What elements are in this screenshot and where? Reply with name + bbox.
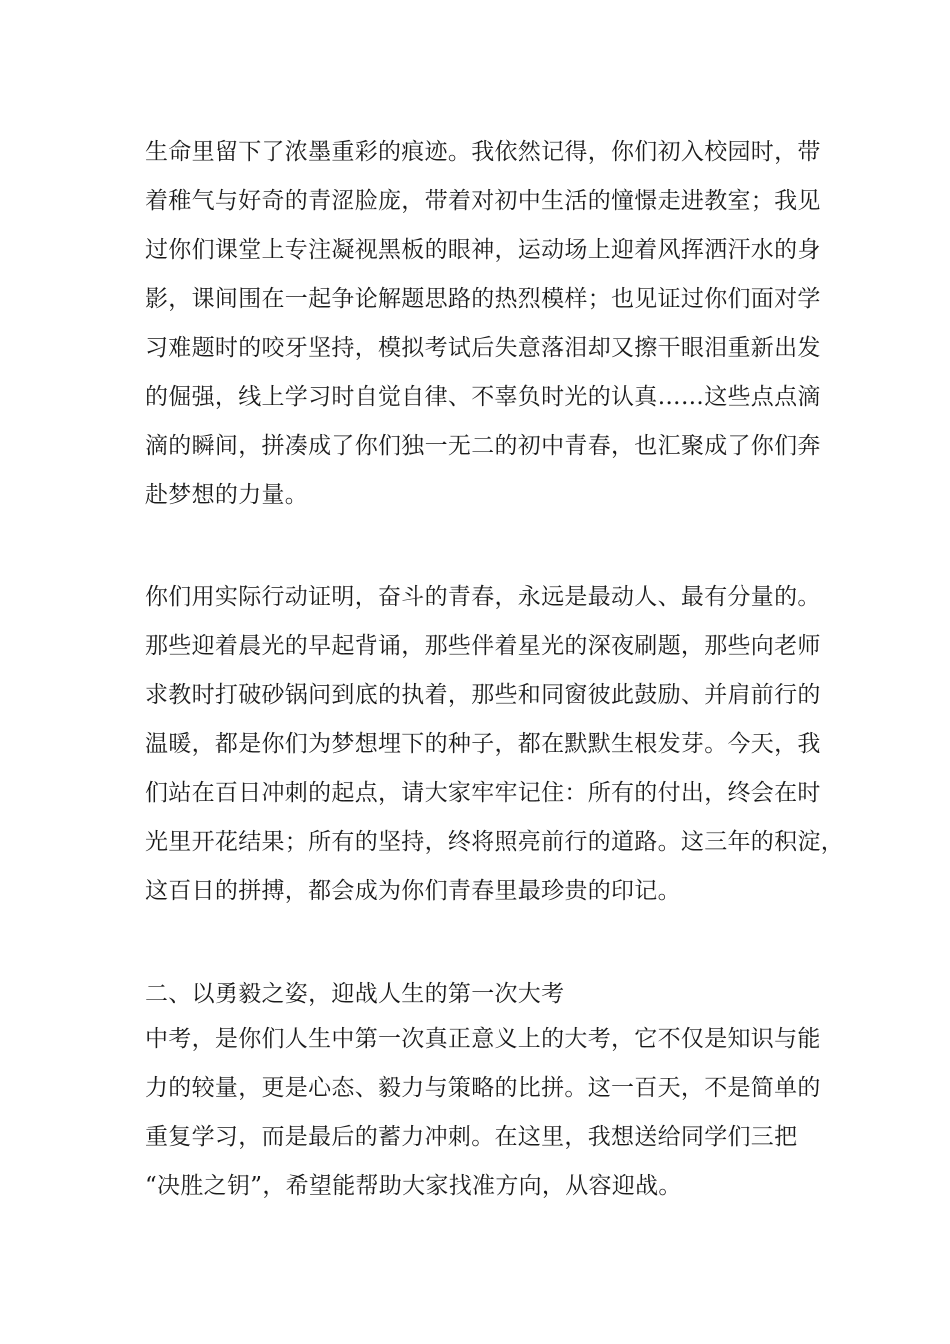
- paragraph-line: 中考，是你们人生中第一次真正意义上的大考，它不仅是知识与能: [145, 1026, 821, 1052]
- paragraph-line: 滴的瞬间，拼凑成了你们独一无二的初中青春，也汇聚成了你们奔: [145, 433, 821, 459]
- paragraph-line: 着稚气与好奇的青涩脸庞，带着对初中生活的憧憬走进教室；我见: [145, 188, 821, 214]
- paragraph-line: 过你们课堂上专注凝视黑板的眼神，运动场上迎着风挥洒汗水的身: [145, 237, 821, 263]
- paragraph-line: 赴梦想的力量。: [145, 482, 309, 508]
- paragraph-line: 力的较量，更是心态、毅力与策略的比拼。这一百天，不是简单的: [145, 1075, 821, 1101]
- paragraph-line: 光里开花结果；所有的坚持，终将照亮前行的道路。这三年的积淀，: [145, 829, 844, 855]
- paragraph-line: 生命里留下了浓墨重彩的痕迹。我依然记得，你们初入校园时，带: [145, 139, 821, 165]
- paragraph-line: 的倔强，线上学习时自觉自律、不辜负时光的认真……这些点点滴: [145, 384, 821, 410]
- paragraph-line: 你们用实际行动证明，奋斗的青春，永远是最动人、最有分量的。: [145, 584, 821, 610]
- paragraph-line: 求教时打破砂锅问到底的执着，那些和同窗彼此鼓励、并肩前行的: [145, 682, 821, 708]
- paragraph-line: 这百日的拼搏，都会成为你们青春里最珍贵的印记。: [145, 878, 681, 904]
- paragraph-line: 温暖，都是你们为梦想埋下的种子，都在默默生根发芽。今天，我: [145, 731, 821, 757]
- section-heading: 二、以勇毅之姿，迎战人生的第一次大考: [145, 981, 565, 1007]
- paragraph-line: 们站在百日冲刺的起点，请大家牢牢记住：所有的付出，终会在时: [145, 780, 821, 806]
- paragraph-line: 那些迎着晨光的早起背诵，那些伴着星光的深夜刷题，那些向老师: [145, 633, 821, 659]
- paragraph-line: “决胜之钥”，希望能帮助大家找准方向，从容迎战。: [145, 1173, 682, 1199]
- paragraph-line: 影，课间围在一起争论解题思路的热烈模样；也见证过你们面对学: [145, 286, 821, 312]
- paragraph-line: 重复学习，而是最后的蓄力冲刺。在这里，我想送给同学们三把: [145, 1124, 798, 1150]
- paragraph-line: 习难题时的咬牙坚持，模拟考试后失意落泪却又擦干眼泪重新出发: [145, 335, 821, 361]
